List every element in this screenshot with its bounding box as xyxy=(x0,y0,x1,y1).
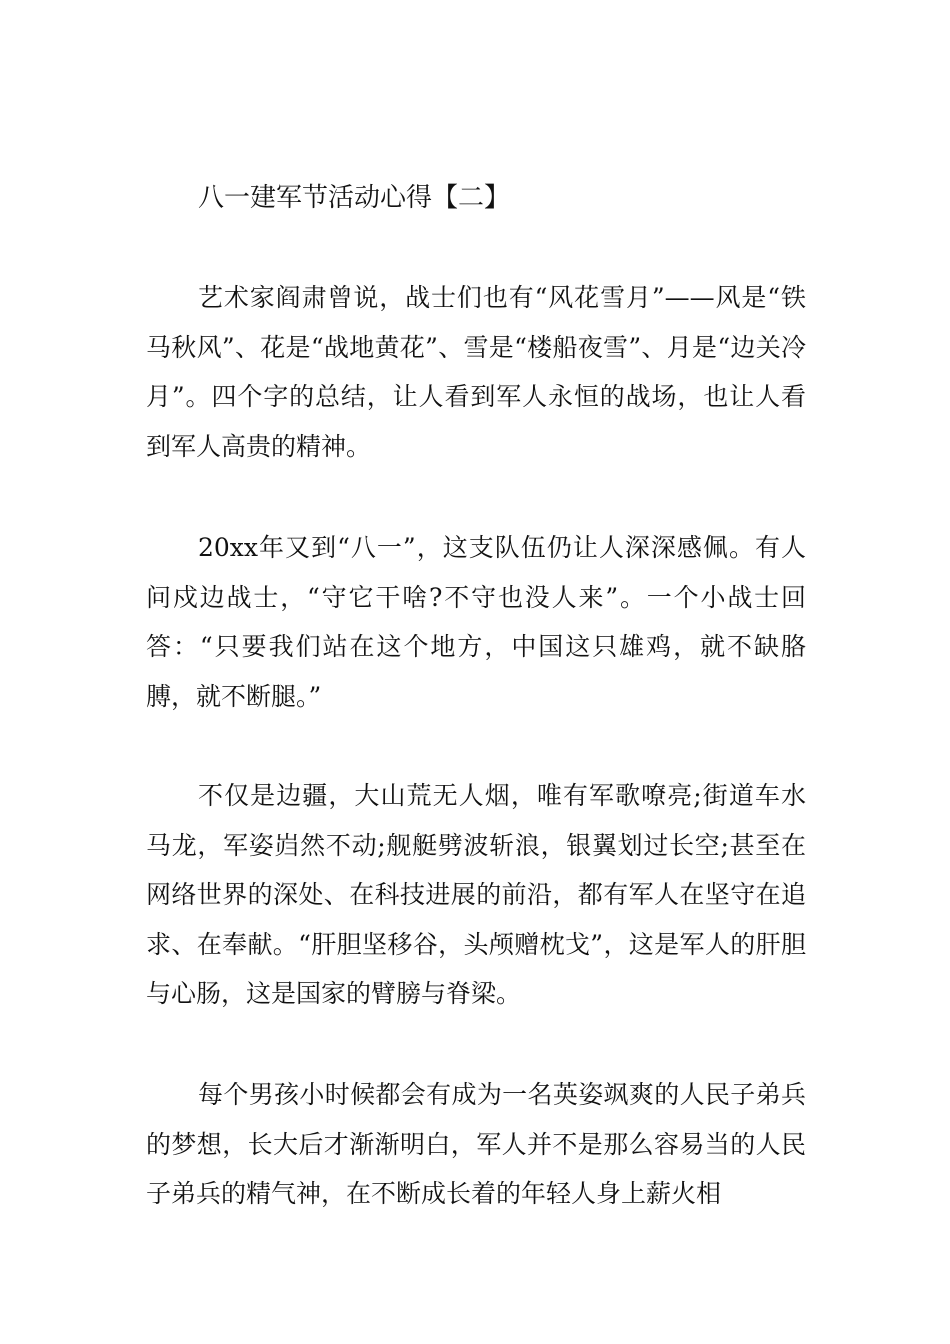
document-title: 八一建军节活动心得【二】 xyxy=(198,183,511,213)
paragraph-1: 艺术家阎肃曾说，战士们也有“风花雪月”——风是“铁马秋风”、花是“战地黄花”、雪是“楼船夜雪”、月是“边关冷月”。四个字的总结，让人看到军人永恒的战场，也让人看到军人高贵的精神。 xyxy=(146,283,806,461)
paragraph-3: 不仅是边疆，大山荒无人烟，唯有军歌嘹亮;街道车水马龙，军姿岿然不动;舰艇劈波斩浪，银翼划过长空;甚至在网络世界的深处、在科技进展的前沿，都有军人在坚守在追求、在奉献。“肝胆坚移谷，头颅赠枕戈”，这是军人的肝胆与心肠，这是国家的臂膀与脊梁。 xyxy=(146,781,806,1008)
paragraph-4: 每个男孩小时候都会有成为一名英姿飒爽的人民子弟兵的梦想，长大后才渐渐明白，军人并不是那么容易当的人民子弟兵的精气神，在不断成长着的年轻人身上薪火相 xyxy=(146,1080,806,1208)
paragraph-2: 20xx年又到“八一”，这支队伍仍让人深深感佩。有人问戍边战士，“守它干啥?不守也没人来”。一个小战士回答：“只要我们站在这个地方，中国这只雄鸡，就不缺胳膊，就不断腿。” xyxy=(146,533,806,711)
